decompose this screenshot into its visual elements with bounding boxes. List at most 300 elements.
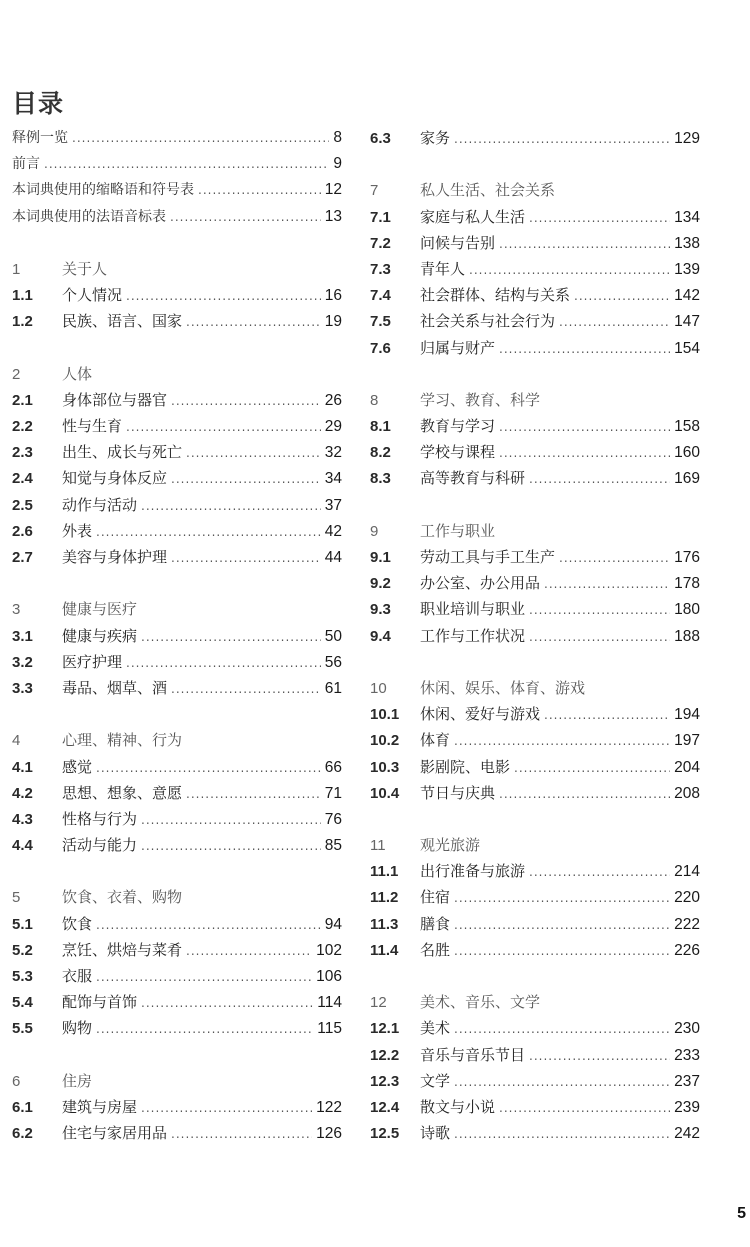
toc-entry[interactable]	[370, 572, 700, 598]
entry-page: 220	[674, 889, 700, 907]
leader-dots	[499, 420, 670, 434]
entry-title: 学校与课程	[420, 443, 496, 462]
toc-entry[interactable]	[370, 1070, 700, 1096]
toc-entry[interactable]	[370, 1122, 700, 1148]
leader-dots	[574, 289, 670, 303]
entry-page: 129	[674, 130, 700, 147]
section-number: 7.5	[370, 313, 391, 331]
entry-page: 208	[674, 784, 700, 802]
entry-title: 家庭与私人生活	[420, 207, 526, 226]
entry-title: 音乐与音乐节目	[420, 1045, 526, 1064]
chapter-title: 休闲、娱乐、体育、游戏	[420, 678, 586, 697]
chapter-title: 美术、音乐、文学	[420, 993, 541, 1012]
leader-dots	[186, 787, 321, 801]
chapter-number: 1	[12, 260, 21, 278]
entry-page: 66	[324, 758, 342, 776]
entry-title: 购物	[62, 1019, 93, 1038]
chapter-heading[interactable]	[370, 389, 700, 415]
toc-entry[interactable]	[12, 1096, 342, 1122]
chapter-number: 4	[12, 732, 21, 750]
leader-dots	[72, 131, 329, 145]
toc-entry[interactable]	[370, 415, 700, 441]
leader-dots	[96, 918, 321, 932]
spacer	[370, 494, 700, 520]
chapter-heading[interactable]	[12, 258, 342, 284]
entry-title: 影剧院、电影	[420, 757, 511, 776]
section-number: 6.2	[12, 1125, 33, 1143]
chapter-title: 私人生活、社会关系	[420, 181, 556, 200]
entry-page: 226	[674, 941, 700, 959]
entry-title: 释例一览	[12, 130, 68, 146]
chapter-title: 健康与医疗	[62, 600, 138, 619]
entry-page: 71	[324, 784, 342, 802]
leader-dots	[141, 813, 321, 827]
section-number: 1.2	[12, 313, 33, 331]
section-number: 9.4	[370, 627, 391, 645]
leader-dots	[514, 761, 670, 775]
entry-title: 性与生育	[62, 417, 123, 436]
section-number: 7.2	[370, 234, 391, 252]
chapter-heading[interactable]	[12, 729, 342, 755]
chapter-title: 饮食、衣着、购物	[62, 888, 183, 907]
entry-page: 188	[674, 627, 700, 645]
section-number: 7.3	[370, 260, 391, 278]
toc-entry[interactable]	[370, 441, 700, 467]
section-number: 2.3	[12, 444, 33, 462]
entry-page: 178	[674, 575, 700, 593]
leader-dots	[559, 551, 670, 565]
chapter-heading[interactable]	[370, 677, 700, 703]
chapter-title: 心理、精神、行为	[62, 731, 183, 750]
leader-dots	[499, 787, 670, 801]
section-number: 2.2	[12, 418, 33, 436]
chapter-title: 人体	[62, 364, 93, 383]
entry-page: 142	[674, 287, 700, 305]
leader-dots	[454, 734, 670, 748]
toc-entry[interactable]	[370, 127, 700, 153]
section-number: 11.1	[370, 863, 399, 881]
chapter-number: 9	[370, 522, 379, 540]
entry-title: 毒品、烟草、酒	[62, 678, 168, 697]
entry-page: 102	[316, 941, 342, 959]
entry-page: 12	[324, 181, 342, 199]
entry-title: 住宅与家居用品	[62, 1124, 168, 1143]
entry-page: 44	[324, 549, 342, 566]
toc-entry[interactable]	[12, 284, 342, 310]
section-number: 5.5	[12, 1020, 33, 1038]
section-number: 2.5	[12, 496, 33, 514]
entry-page: 160	[674, 444, 700, 462]
entry-title: 性格与行为	[62, 809, 138, 828]
entry-page: 169	[674, 470, 700, 488]
leader-dots	[544, 708, 670, 722]
toc-entry[interactable]	[370, 310, 700, 336]
entry-title: 教育与学习	[420, 417, 496, 436]
section-number: 7.1	[370, 208, 391, 226]
entry-title: 建筑与房屋	[62, 1097, 138, 1116]
section-number: 8.3	[370, 470, 391, 488]
leader-dots	[96, 970, 312, 984]
toc-entry[interactable]	[12, 651, 342, 677]
entry-page: 76	[324, 810, 342, 828]
leader-dots	[126, 289, 321, 303]
chapter-number: 8	[370, 391, 379, 409]
leader-dots	[141, 1101, 312, 1115]
entry-page: 8	[333, 129, 342, 146]
entry-title: 家务	[420, 129, 451, 147]
section-number: 3.1	[12, 627, 33, 645]
section-number: 10.1	[370, 706, 400, 724]
entry-title: 衣服	[62, 967, 93, 985]
entry-title: 配饰与首饰	[62, 993, 138, 1012]
toc-entry[interactable]	[370, 337, 700, 363]
entry-page: 50	[324, 627, 342, 645]
toc-entry[interactable]	[370, 1017, 700, 1043]
section-number: 3.2	[12, 653, 33, 671]
entry-title: 青年人	[420, 259, 466, 278]
chapter-title: 工作与职业	[420, 521, 496, 540]
entry-page: 85	[324, 837, 342, 855]
leader-dots	[499, 237, 670, 251]
section-number: 8.1	[370, 418, 391, 436]
leader-dots	[454, 1022, 670, 1036]
toc-entry[interactable]	[370, 598, 700, 624]
entry-title: 散文与小说	[420, 1097, 496, 1116]
leader-dots	[96, 525, 321, 539]
entry-page: 204	[674, 758, 700, 776]
toc-entry[interactable]	[370, 206, 700, 232]
entry-title: 外表	[62, 521, 93, 540]
entry-title: 感觉	[62, 757, 93, 776]
leader-dots	[529, 211, 670, 225]
leader-dots	[141, 996, 313, 1010]
toc-entry[interactable]	[12, 441, 342, 467]
toc-entry[interactable]	[12, 153, 342, 179]
section-number: 7.6	[370, 339, 391, 357]
entry-page: 222	[674, 915, 700, 933]
entry-page: 42	[324, 522, 342, 540]
entry-title: 社会群体、结构与关系	[420, 286, 571, 305]
section-number: 4.4	[12, 837, 33, 855]
entry-title: 社会关系与社会行为	[420, 312, 556, 331]
section-number: 7.4	[370, 287, 391, 305]
entry-page: 9	[333, 155, 342, 173]
leader-dots	[171, 472, 321, 486]
leader-dots	[499, 1101, 670, 1115]
section-number: 5.1	[12, 915, 33, 933]
section-number: 9.2	[370, 575, 391, 593]
leader-dots	[454, 918, 670, 932]
entry-title: 文学	[420, 1071, 451, 1090]
toc-entry[interactable]	[370, 782, 700, 808]
leader-dots	[529, 630, 670, 644]
toc-entry[interactable]	[12, 546, 342, 572]
toc-entry[interactable]	[12, 494, 342, 520]
section-number: 5.3	[12, 968, 33, 985]
entry-page: 37	[324, 496, 342, 514]
chapter-number: 2	[12, 365, 21, 383]
chapter-title: 关于人	[62, 259, 108, 278]
entry-page: 61	[324, 679, 342, 697]
entry-page: 233	[674, 1046, 700, 1064]
entry-title: 知觉与身体反应	[62, 469, 168, 488]
entry-page: 138	[674, 234, 700, 252]
entry-title: 本词典使用的缩略语和符号表	[12, 182, 194, 199]
spacer	[370, 808, 700, 834]
section-number: 4.2	[12, 784, 33, 802]
entry-page: 230	[674, 1020, 700, 1038]
chapter-number: 6	[12, 1072, 21, 1090]
entry-page: 106	[316, 968, 342, 985]
section-number: 12.4	[370, 1098, 400, 1116]
leader-dots	[171, 551, 321, 565]
toc-entry[interactable]	[370, 546, 700, 572]
entry-page: 197	[674, 732, 700, 750]
entry-title: 名胜	[420, 940, 451, 959]
chapter-title: 住房	[62, 1071, 93, 1090]
section-number: 6.1	[12, 1098, 33, 1116]
toc-entry[interactable]	[12, 939, 342, 965]
section-number: 5.2	[12, 941, 33, 959]
toc-entry[interactable]	[370, 232, 700, 258]
leader-dots	[186, 315, 321, 329]
entry-page: 158	[674, 418, 700, 436]
leader-dots	[454, 891, 670, 905]
toc-entry[interactable]	[12, 756, 342, 782]
section-number: 6.3	[370, 130, 391, 147]
leader-dots	[198, 183, 321, 197]
entry-title: 民族、语言、国家	[62, 312, 183, 331]
toc-entry[interactable]	[12, 415, 342, 441]
entry-title: 节日与庆典	[420, 783, 496, 802]
entry-page: 26	[324, 391, 342, 409]
entry-page: 16	[324, 287, 342, 305]
toc-entry[interactable]	[370, 886, 700, 912]
spacer	[370, 651, 700, 677]
toc-entry[interactable]	[370, 939, 700, 965]
section-number: 11.4	[370, 941, 399, 959]
toc-entry[interactable]	[370, 467, 700, 493]
entry-page: 34	[324, 470, 342, 488]
toc-left-column	[12, 127, 342, 1148]
section-number: 11.3	[370, 915, 399, 933]
chapter-number: 3	[12, 601, 21, 619]
toc-entry[interactable]	[12, 206, 342, 232]
leader-dots	[171, 682, 321, 696]
section-number: 1.1	[12, 287, 33, 305]
section-number: 9.3	[370, 601, 391, 619]
leader-dots	[499, 342, 670, 356]
toc-entry[interactable]	[12, 467, 342, 493]
chapter-heading[interactable]	[370, 834, 700, 860]
toc-entry[interactable]	[12, 520, 342, 546]
leader-dots	[96, 1022, 313, 1036]
leader-dots	[454, 132, 670, 146]
spacer	[370, 965, 700, 991]
entry-page: 19	[324, 313, 342, 331]
section-number: 12.3	[370, 1072, 400, 1090]
entry-page: 194	[674, 706, 700, 724]
chapter-heading[interactable]	[370, 991, 700, 1017]
chapter-number: 10	[370, 679, 387, 697]
entry-page: 115	[317, 1020, 342, 1038]
leader-dots	[544, 577, 670, 591]
toc-entry[interactable]	[12, 834, 342, 860]
leader-dots	[469, 263, 670, 277]
entry-page: 147	[674, 313, 700, 331]
entry-page: 56	[324, 653, 342, 671]
entry-page: 134	[674, 208, 700, 226]
entry-page: 242	[674, 1125, 700, 1143]
section-number: 11.2	[370, 889, 399, 907]
entry-title: 饮食	[62, 914, 93, 933]
chapter-heading[interactable]	[370, 520, 700, 546]
leader-dots	[559, 315, 670, 329]
toc-entry[interactable]	[370, 729, 700, 755]
leader-dots	[454, 1127, 670, 1141]
entry-page: 214	[674, 863, 700, 881]
entry-title: 思想、想象、意愿	[62, 783, 183, 802]
entry-title: 问候与告别	[420, 233, 496, 252]
leader-dots	[186, 446, 321, 460]
section-number: 4.1	[12, 758, 33, 776]
leader-dots	[529, 1049, 670, 1063]
chapter-heading[interactable]	[12, 363, 342, 389]
entry-title: 办公室、办公用品	[420, 574, 541, 593]
section-number: 3.3	[12, 679, 33, 697]
spacer	[12, 337, 342, 363]
leader-dots	[454, 1075, 670, 1089]
toc-entry[interactable]	[370, 756, 700, 782]
entry-page: 239	[674, 1098, 700, 1116]
entry-page: 176	[674, 549, 700, 566]
spacer	[12, 1044, 342, 1070]
toc-entry[interactable]	[12, 913, 342, 939]
leader-dots	[126, 420, 321, 434]
toc-entry[interactable]	[12, 1017, 342, 1043]
entry-title: 个人情况	[62, 286, 123, 305]
leader-dots	[186, 944, 312, 958]
toc-entry[interactable]	[370, 1096, 700, 1122]
chapter-heading[interactable]	[12, 598, 342, 624]
section-number: 4.3	[12, 810, 33, 828]
entry-title: 出生、成长与死亡	[62, 443, 183, 462]
toc-entry[interactable]	[370, 284, 700, 310]
section-number: 12.2	[370, 1046, 400, 1064]
leader-dots	[170, 210, 321, 224]
chapter-heading[interactable]	[12, 886, 342, 912]
entry-title: 高等教育与科研	[420, 469, 526, 488]
entry-page: 122	[316, 1098, 342, 1116]
leader-dots	[454, 944, 670, 958]
toc-entry[interactable]	[12, 677, 342, 703]
toc-entry[interactable]	[12, 991, 342, 1017]
section-number: 10.2	[370, 732, 400, 750]
toc-entry[interactable]	[12, 179, 342, 205]
section-number: 2.6	[12, 522, 33, 540]
leader-dots	[171, 1127, 312, 1141]
leader-dots	[96, 761, 321, 775]
toc-entry[interactable]	[370, 913, 700, 939]
toc-entry[interactable]	[12, 965, 342, 991]
section-number: 9.1	[370, 549, 391, 566]
entry-title: 住宿	[420, 888, 451, 907]
entry-page: 13	[324, 207, 342, 225]
section-number: 12.1	[370, 1020, 400, 1038]
entry-title: 休闲、爱好与游戏	[420, 705, 541, 724]
entry-title: 美容与身体护理	[62, 548, 168, 566]
leader-dots	[141, 499, 321, 513]
leader-dots	[529, 472, 670, 486]
entry-page: 180	[674, 601, 700, 619]
entry-page: 154	[674, 339, 700, 357]
toc-right-column	[370, 127, 700, 1148]
toc-entry[interactable]	[12, 782, 342, 808]
toc-entry[interactable]	[12, 389, 342, 415]
toc-entry[interactable]	[12, 127, 342, 153]
entry-title: 本词典使用的法语音标表	[12, 208, 166, 225]
toc-entry[interactable]	[370, 703, 700, 729]
toc-entry[interactable]	[370, 625, 700, 651]
chapter-title: 学习、教育、科学	[420, 390, 541, 409]
chapter-number: 12	[370, 994, 387, 1012]
toc-entry[interactable]	[12, 625, 342, 651]
entry-title: 美术	[420, 1019, 451, 1038]
entry-title: 职业培训与职业	[420, 600, 526, 619]
entry-page: 94	[324, 915, 342, 933]
leader-dots	[126, 656, 321, 670]
toc-entry[interactable]	[12, 310, 342, 336]
section-number: 2.1	[12, 391, 33, 409]
spacer	[12, 703, 342, 729]
entry-title: 工作与工作状况	[420, 626, 526, 645]
section-number: 12.5	[370, 1125, 400, 1143]
entry-title: 体育	[420, 731, 451, 750]
leader-dots	[141, 839, 321, 853]
toc-entry[interactable]	[370, 1044, 700, 1070]
chapter-heading[interactable]	[370, 179, 700, 205]
section-number: 2.7	[12, 549, 33, 566]
leader-dots	[171, 394, 321, 408]
leader-dots	[529, 865, 670, 879]
entry-title: 身体部位与器官	[62, 390, 168, 409]
chapter-number: 5	[12, 889, 21, 907]
chapter-heading[interactable]	[12, 1070, 342, 1096]
section-number: 10.3	[370, 758, 400, 776]
entry-page: 29	[324, 418, 342, 436]
entry-title: 健康与疾病	[62, 626, 138, 645]
toc-entry[interactable]	[12, 808, 342, 834]
entry-title: 活动与能力	[62, 836, 138, 855]
toc-entry[interactable]	[370, 258, 700, 284]
entry-title: 劳动工具与手工生产	[420, 548, 556, 566]
spacer	[370, 363, 700, 389]
entry-title: 归属与财产	[420, 338, 496, 357]
entry-page: 114	[317, 994, 342, 1012]
entry-page: 32	[324, 444, 342, 462]
toc-entry[interactable]	[12, 1122, 342, 1148]
section-number: 8.2	[370, 444, 391, 462]
toc-entry[interactable]	[370, 860, 700, 886]
chapter-title: 观光旅游	[420, 836, 481, 855]
section-number: 10.4	[370, 784, 400, 802]
entry-title: 医疗护理	[62, 652, 123, 671]
page-number: 5	[737, 1205, 746, 1222]
leader-dots	[141, 630, 321, 644]
chapter-number: 11	[370, 837, 386, 855]
page-title: 目录	[12, 89, 65, 118]
entry-title: 出行准备与旅游	[420, 862, 526, 881]
